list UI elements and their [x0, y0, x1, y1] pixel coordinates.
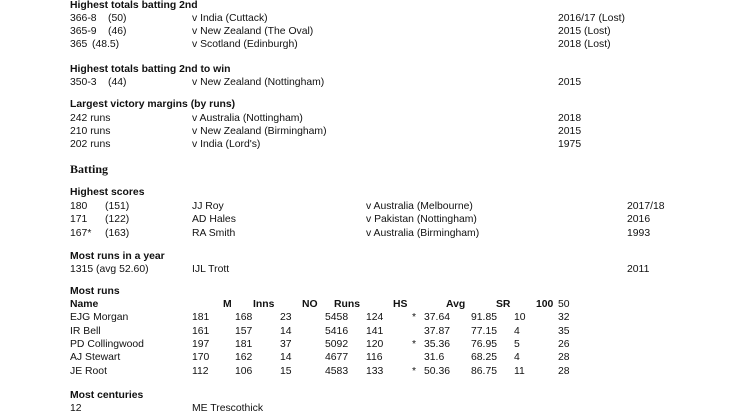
average: 31.6	[424, 352, 445, 363]
not-outs: 23	[280, 312, 292, 323]
season: 2016	[627, 214, 651, 225]
high-score: 120	[366, 339, 384, 350]
runs: 167*	[70, 228, 92, 239]
high-score: 133	[366, 366, 384, 377]
col-header-m: M	[223, 299, 232, 310]
col-header-hs: HS	[393, 299, 408, 310]
overs: (46)	[108, 26, 127, 37]
matches: 170	[192, 352, 210, 363]
opponent: v India (Lord's)	[192, 139, 261, 150]
high-score: 141	[366, 326, 384, 337]
season: 2018 (Lost)	[558, 39, 611, 50]
not-outs: 14	[280, 352, 292, 363]
batting-heading: Batting	[70, 162, 109, 176]
season: 2015 (Lost)	[558, 26, 611, 37]
innings: 106	[235, 366, 253, 377]
name: AJ Stewart	[70, 352, 121, 363]
section-title-batting-2nd: Highest totals batting 2nd	[70, 0, 198, 11]
section-title-batting-2nd-win: Highest totals batting 2nd to win	[70, 64, 231, 75]
hundreds: 4	[514, 326, 520, 337]
season: 2011	[627, 264, 650, 275]
high-score: 116	[366, 352, 383, 363]
player: JJ Roy	[192, 201, 224, 212]
col-header-100: 100	[536, 299, 554, 310]
balls: (163)	[105, 228, 130, 239]
fifties: 32	[558, 312, 570, 323]
balls: (122)	[105, 214, 130, 225]
high-score: 124	[366, 312, 384, 323]
runs: 4583	[325, 366, 349, 377]
score: 365	[70, 39, 88, 50]
not-out-marker: *	[412, 339, 417, 350]
opponent: v New Zealand (Nottingham)	[192, 77, 325, 88]
season: 1993	[627, 228, 651, 239]
innings: 157	[235, 326, 253, 337]
player: RA Smith	[192, 228, 236, 239]
section-title-most-centuries: Most centuries	[70, 390, 144, 401]
margin-runs: 210 runs	[70, 126, 111, 137]
runs: 4677	[325, 352, 349, 363]
not-outs: 37	[280, 339, 292, 350]
not-out-marker: *	[412, 312, 417, 323]
runs: 5458	[325, 312, 349, 323]
matches: 112	[192, 366, 209, 377]
strike-rate: 86.75	[471, 366, 498, 377]
player: IJL Trott	[192, 264, 230, 275]
hundreds: 5	[514, 339, 520, 350]
season: 2017/18	[627, 201, 665, 212]
score: 366-8	[70, 13, 97, 24]
balls: (151)	[105, 201, 130, 212]
section-title-runs-in-year: Most runs in a year	[70, 251, 165, 262]
overs: (48.5)	[92, 39, 120, 50]
col-header-name: Name	[70, 299, 99, 310]
not-out-marker: *	[412, 366, 417, 377]
average: 37.64	[424, 312, 451, 323]
overs: (50)	[108, 13, 127, 24]
strike-rate: 68.25	[471, 352, 498, 363]
not-outs: 15	[280, 366, 292, 377]
runs: 180	[70, 201, 88, 212]
innings: 181	[235, 339, 253, 350]
name: PD Collingwood	[70, 339, 144, 350]
fifties: 28	[558, 352, 570, 363]
runs: 171	[70, 214, 88, 225]
fifties: 28	[558, 366, 570, 377]
hundreds: 4	[514, 352, 520, 363]
fifties: 26	[558, 339, 570, 350]
opponent: v Australia (Melbourne)	[366, 201, 473, 212]
season: 2016/17 (Lost)	[558, 13, 626, 24]
matches: 161	[192, 326, 210, 337]
innings: 168	[235, 312, 253, 323]
not-outs: 14	[280, 326, 292, 337]
overs: (44)	[108, 77, 127, 88]
name: IR Bell	[70, 326, 101, 337]
col-header-no: NO	[302, 299, 318, 310]
opponent: v Pakistan (Nottingham)	[366, 214, 477, 225]
strike-rate: 77.15	[471, 326, 498, 337]
opponent: v Australia (Birmingham)	[366, 228, 480, 239]
hundreds: 11	[514, 366, 525, 377]
innings: 162	[235, 352, 253, 363]
margin-runs: 242 runs	[70, 113, 111, 124]
strike-rate: 91.85	[471, 312, 498, 323]
opponent: v New Zealand (The Oval)	[192, 26, 314, 37]
name: JE Root	[70, 366, 107, 377]
col-header-inns: Inns	[253, 299, 275, 310]
season: 2018	[558, 113, 582, 124]
fifties: 35	[558, 326, 570, 337]
col-header-50: 50	[558, 299, 570, 310]
opponent: v India (Cuttack)	[192, 13, 268, 24]
average: 35.36	[424, 339, 451, 350]
opponent: v Australia (Nottingham)	[192, 113, 303, 124]
col-header-sr: SR	[496, 299, 511, 310]
average: 37.87	[424, 326, 451, 337]
col-header-runs: Runs	[334, 299, 360, 310]
hundreds: 10	[514, 312, 526, 323]
runs: 1315 (avg 52.60)	[70, 264, 149, 275]
average: 50.36	[424, 366, 451, 377]
name: EJG Morgan	[70, 312, 129, 323]
season: 2015	[558, 126, 582, 137]
centuries-count: 12	[70, 403, 82, 414]
opponent: v New Zealand (Birmingham)	[192, 126, 327, 137]
matches: 181	[192, 312, 210, 323]
section-title-most-runs: Most runs	[70, 286, 120, 297]
col-header-avg: Avg	[446, 299, 466, 310]
section-title-highest-scores: Highest scores	[70, 187, 145, 198]
opponent: v Scotland (Edinburgh)	[192, 39, 298, 50]
score: 350-3	[70, 77, 97, 88]
section-title-victory-margins: Largest victory margins (by runs)	[70, 99, 236, 110]
runs: 5092	[325, 339, 349, 350]
matches: 197	[192, 339, 210, 350]
strike-rate: 76.95	[471, 339, 498, 350]
margin-runs: 202 runs	[70, 139, 111, 150]
season: 1975	[558, 139, 582, 150]
season: 2015	[558, 77, 582, 88]
player: AD Hales	[192, 214, 236, 225]
runs: 5416	[325, 326, 349, 337]
player: ME Trescothick	[192, 403, 264, 414]
score: 365-9	[70, 26, 97, 37]
